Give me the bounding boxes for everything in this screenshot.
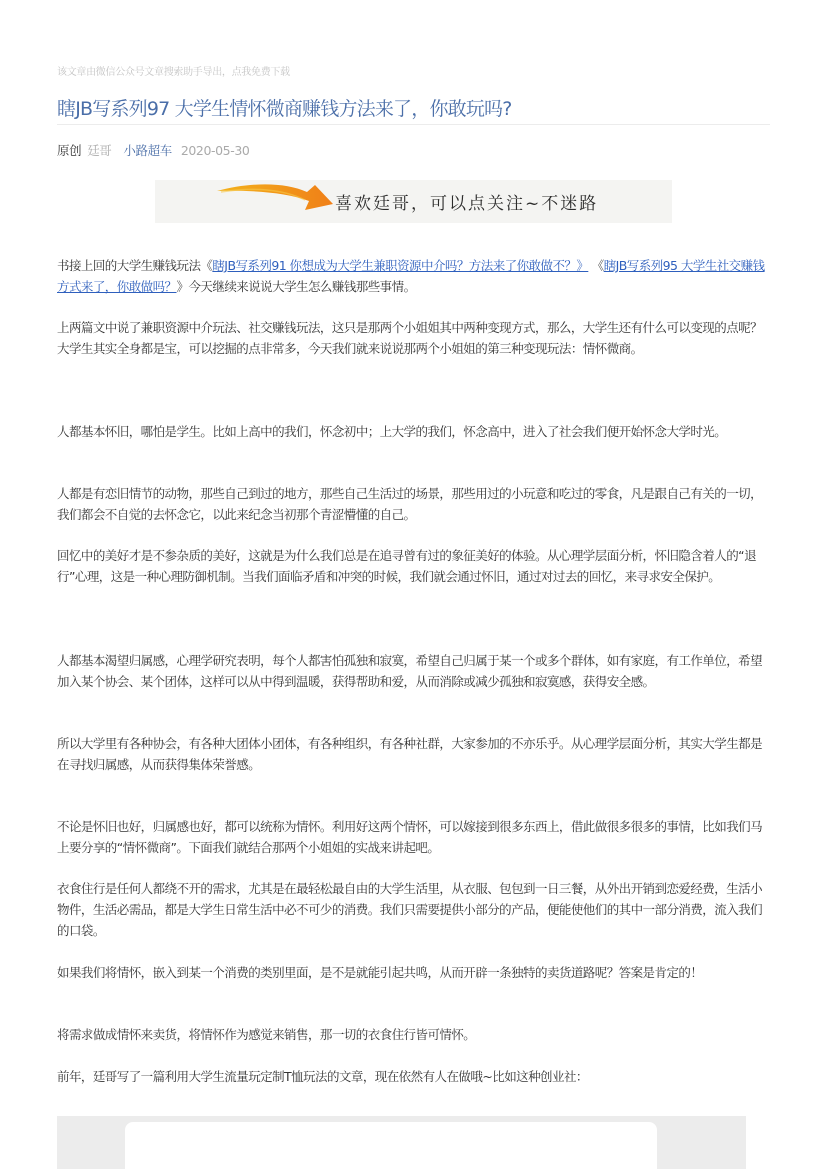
- title-divider: [57, 124, 770, 125]
- body-paragraph: 上两篇文中说了兼职资源中介玩法、社交赚钱玩法，这只是那两个小姐姐其中两种变现方式，那么，大学生还有什么可以变现的点呢？大学生其实全身都是宝，可以挖掘的点非常多，今天我们就来说说那两个小姐姐的第三种变现玩法：情怀微商。: [57, 320, 763, 356]
- body-paragraph: 回忆中的美好才是不参杂质的美好，这就是为什么我们总是在追寻曾有过的象征美好的体验。从心理学层面分析，怀旧隐含着人的“退行”心理，这是一种心理防御机制。当我们面临矛盾和冲突的时候，我们就会通过怀旧，通过对过去的回忆，来寻求安全保护。: [57, 548, 757, 584]
- article-link-91[interactable]: 瞎JB写系列91 你想成为大学生兼职资源中介吗？方法来了你敢做不？》: [212, 258, 589, 273]
- body-paragraph: 所以大学里有各种协会，有各种大团体小团体，有各种组织，有各种社群，大家参加的不亦乐乎。从心理学层面分析，其实大学生都是在寻找归属感，从而获得集体荣誉感。: [57, 736, 763, 772]
- publish-date: 2020-05-30: [180, 143, 250, 158]
- follow-banner: [155, 180, 672, 223]
- body-paragraph: 如果我们将情怀，嵌入到某一个消费的类别里面，是不是就能引起共鸣，从而开辟一条独特的卖货道路呢？答案是肯定的！: [57, 965, 703, 980]
- body-paragraph: 人都是有恋旧情节的动物，那些自己到过的地方，那些自己生活过的场景，那些用过的小玩意和吃过的零食，凡是跟自己有关的一切，我们都会不自觉的去怀念它，以此来纪念当初那个青涩懵懂的自己。: [57, 486, 763, 522]
- banner-text: 喜欢廷哥，可以点关注~不迷路: [335, 194, 599, 214]
- embedded-screenshot-card: [125, 1122, 657, 1169]
- embedded-screenshot: [57, 1116, 746, 1169]
- export-note-link[interactable]: 该文章由微信公众号文章搜索助手导出，点我免费下载: [57, 67, 290, 78]
- article-link-95[interactable]: 瞎JB写系列95 大学生社交赚钱方式来了，你敢做吗？: [57, 258, 765, 294]
- article-title: 瞎JB写系列97 大学生情怀微商赚钱方法来了，你敢玩吗?: [57, 98, 512, 120]
- body-paragraph: 衣食住行是任何人都绕不开的需求，尤其是在最轻松最自由的大学生活里，从衣服、包包到一日三餐，从外出开销到恋爱经费，生活小物件，生活必需品，都是大学生日常生活中必不可少的消费。我们只需要提供小部分的产品，便能使他们的其中一部分消费，流入我们的口袋。: [57, 881, 763, 938]
- original-label: 原创: [57, 143, 82, 158]
- intro-paragraph: 书接上回的大学生赚钱玩法《瞎JB写系列91 你想成为大学生兼职资源中介吗？方法来了你敢做不？》 《瞎JB写系列95 大学生社交赚钱方式来了，你敢做吗？》今天继续来说说大学生怎么赚钱那些事情。: [57, 258, 765, 294]
- article-meta: [57, 141, 249, 159]
- account-link[interactable]: 小路超车: [123, 143, 172, 158]
- body-paragraph: 人都基本渴望归属感，心理学研究表明，每个人都害怕孤独和寂寞，希望自己归属于某一个或多个群体，如有家庭，有工作单位，希望加入某个协会、某个团体，这样可以从中得到温暖，获得帮助和爱，从而消除或减少孤独和寂寞感，获得安全感。: [57, 653, 763, 689]
- body-paragraph: 前年，廷哥写了一篇利用大学生流量玩定制T恤玩法的文章，现在依然有人在做哦~比如这种创业社：: [57, 1069, 588, 1084]
- body-paragraph: 不论是怀旧也好，归属感也好，都可以统称为情怀。利用好这两个情怀，可以嫁接到很多东西上，借此做很多很多的事情，比如我们马上要分享的“情怀微商”。下面我们就结合那两个小姐姐的实战来讲起吧。: [57, 819, 763, 855]
- author-name: 廷哥: [87, 143, 112, 158]
- body-paragraph: 人都基本怀旧，哪怕是学生。比如上高中的我们，怀念初中；上大学的我们，怀念高中，进入了社会我们便开始怀念大学时光。: [57, 424, 727, 439]
- body-paragraph: 将需求做成情怀来卖货，将情怀作为感觉来销售，那一切的衣食住行皆可情怀。: [57, 1027, 476, 1042]
